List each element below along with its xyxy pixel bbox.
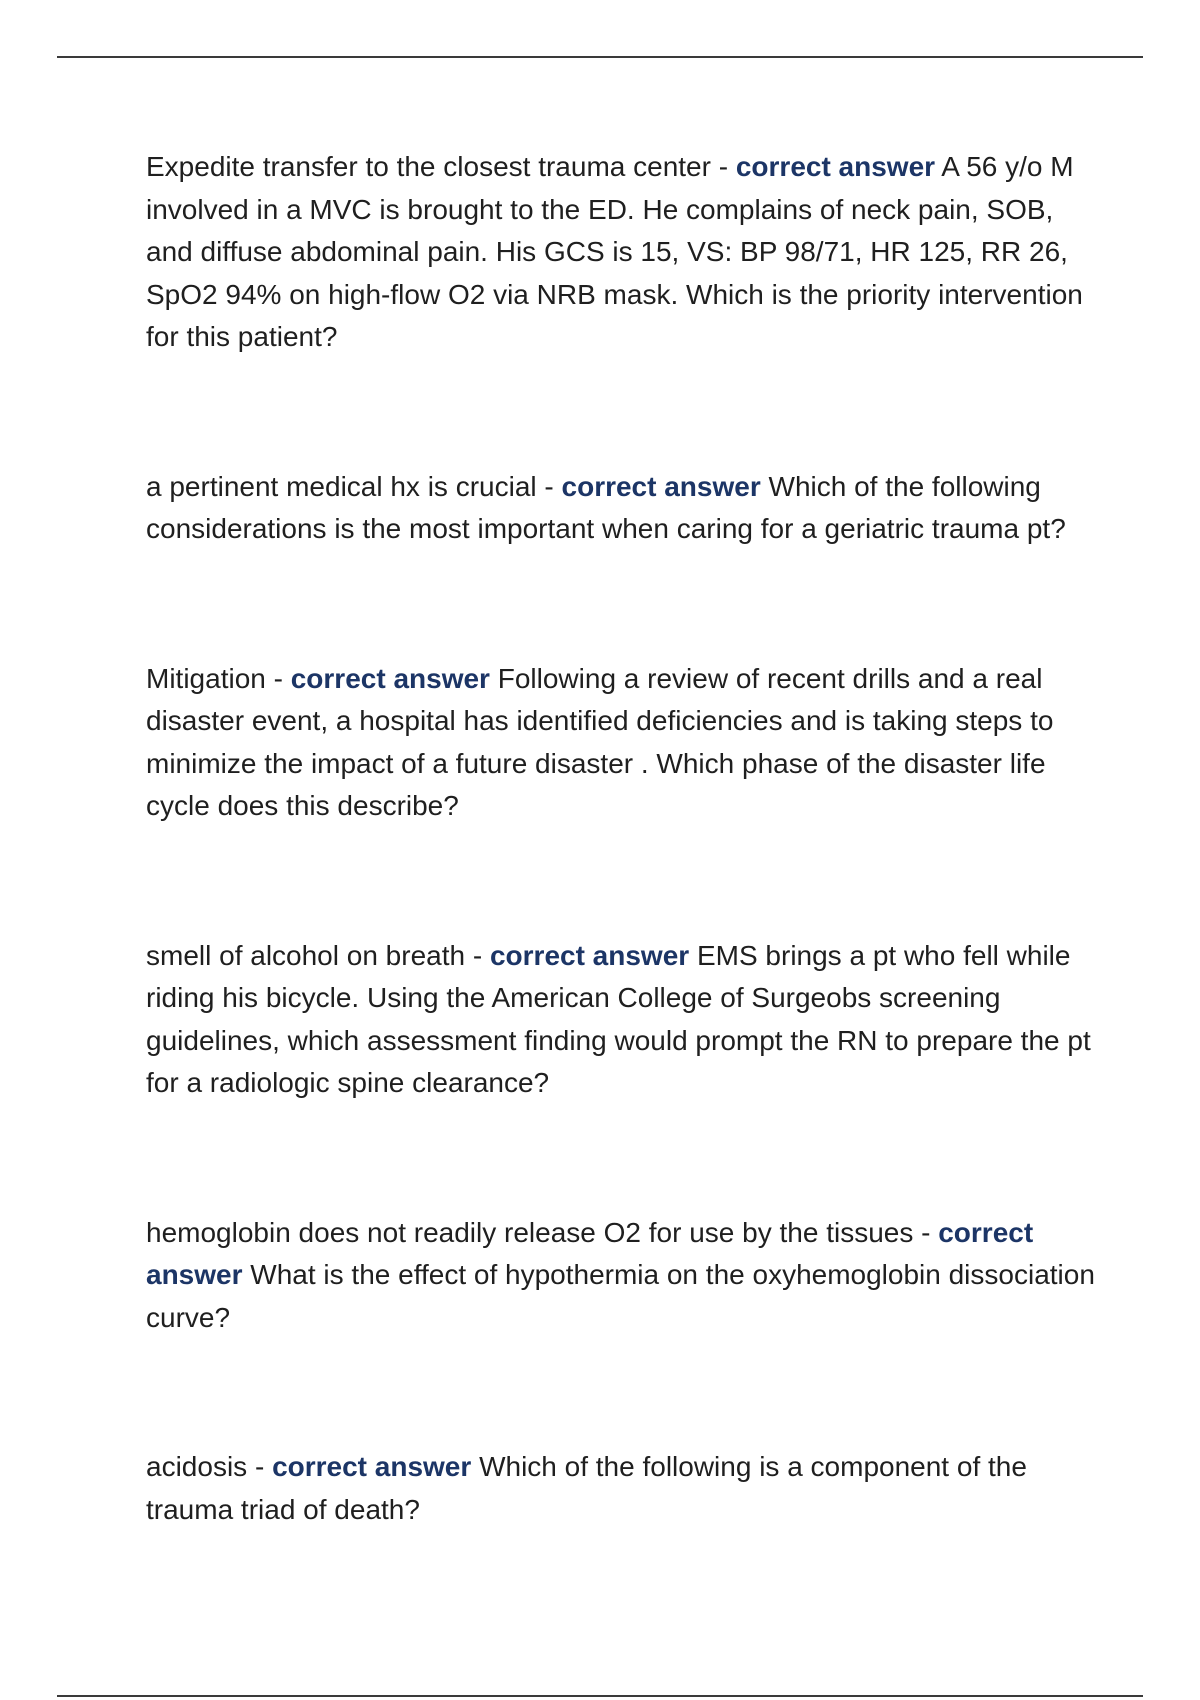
answer-text: hemoglobin does not readily release O2 for use by the tissues <box>146 1216 914 1248</box>
separator: - <box>710 151 736 182</box>
separator: - <box>536 470 562 502</box>
qa-entry <box>146 1446 1096 1531</box>
question-text: Which of the following considerations is the most important when caring for a geriatric trauma pt? <box>146 470 1066 544</box>
correct-answer-label: correct answer <box>290 662 490 694</box>
separator: - <box>265 662 291 694</box>
document-body <box>146 146 1096 1531</box>
question-text: What is the effect of hypothermia on the oxyhemoglobin dissociation curve? <box>146 1259 1095 1333</box>
qa-entry <box>146 935 1096 1105</box>
question-text: Which of the following is a component of the trauma triad of death? <box>146 1451 1027 1525</box>
correct-answer-label: correct answer <box>489 939 690 971</box>
top-rule <box>57 56 1143 58</box>
qa-entry <box>146 1212 1096 1340</box>
bottom-rule <box>57 1695 1143 1697</box>
separator: - <box>465 939 490 971</box>
question-text: A 56 y/o M involved in a MVC is brought to the ED. He complains of neck pain, SOB, and diffuse abdominal pain. His GCS is 15, VS: BP 98/71, HR 125, RR 26, SpO2 94% on high-flow O2 via NRB mask. Which is the priority intervention for this patient? <box>146 151 1083 352</box>
qa-entry <box>146 658 1096 828</box>
answer-text: a pertinent medical hx is crucial <box>146 470 537 502</box>
separator: - <box>913 1216 939 1248</box>
correct-answer-label: correct answer <box>561 470 761 502</box>
answer-text: smell of alcohol on breath <box>146 939 466 971</box>
correct-answer-label: correct answer <box>735 151 936 182</box>
answer-text: Mitigation <box>146 662 266 694</box>
qa-entry <box>146 466 1096 551</box>
question-text: Following a review of recent drills and a real disaster event, a hospital has identified deficiencies and is taking steps to minimize the impact of a future disaster . Which phase of the disaster life cycle does this describe? <box>146 662 1054 821</box>
answer-text: Expedite transfer to the closest trauma center <box>146 151 711 182</box>
correct-answer-label: correct answer <box>146 1216 1034 1290</box>
answer-text: acidosis <box>146 1451 248 1482</box>
question-text: EMS brings a pt who fell while riding his bicycle. Using the American College of Surgeobs screening guidelines, which assessment finding would prompt the RN to prepare the pt for a radiologic spine clearance? <box>146 939 1091 1098</box>
correct-answer-label: correct answer <box>272 1451 472 1482</box>
separator: - <box>247 1451 273 1482</box>
qa-entry <box>146 146 1096 359</box>
